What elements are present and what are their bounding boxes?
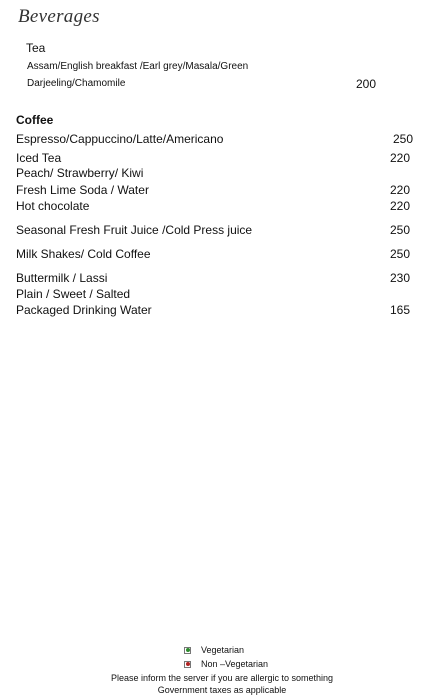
item-buttermilk-lassi: Buttermilk / Lassi	[16, 271, 108, 285]
item-iced-tea-flavours: Peach/ Strawberry/ Kiwi	[16, 166, 144, 180]
tea-varieties-line-2: Darjeeling/Chamomile	[27, 78, 126, 89]
legend-non-vegetarian	[184, 659, 268, 669]
item-milk-shakes: Milk Shakes/ Cold Coffee	[16, 247, 151, 261]
item-espresso: Espresso/Cappuccino/Latte/Americano	[16, 132, 224, 146]
tea-heading: Tea	[26, 41, 46, 55]
price-hot-chocolate: 220	[390, 199, 411, 213]
allergy-note: Please inform the server if you are allergic to something	[110, 673, 334, 683]
item-drinking-water: Packaged Drinking Water	[16, 303, 152, 317]
coffee-heading: Coffee	[16, 113, 54, 127]
section-title: Beverages	[18, 6, 100, 27]
legend-nonveg-label: Non –Vegetarian	[201, 659, 269, 669]
item-iced-tea: Iced Tea	[16, 151, 62, 165]
price-milk-shakes: 250	[390, 247, 411, 261]
item-fresh-lime-soda: Fresh Lime Soda / Water	[16, 183, 149, 197]
nonveg-symbol-icon	[184, 661, 191, 668]
price-iced-tea: 220	[390, 151, 411, 165]
item-lassi-variants: Plain / Sweet / Salted	[16, 287, 131, 301]
item-hot-chocolate: Hot chocolate	[16, 199, 90, 213]
price-espresso: 250	[393, 132, 414, 146]
price-fresh-lime-soda: 220	[390, 183, 411, 197]
price-fruit-juice: 250	[390, 223, 411, 237]
legend-vegetarian	[184, 645, 244, 655]
tax-note: Government taxes as applicable	[157, 685, 287, 695]
tea-varieties-line-1: Assam/English breakfast /Earl grey/Masala/Green	[27, 61, 249, 72]
item-fruit-juice: Seasonal Fresh Fruit Juice /Cold Press juice	[16, 223, 253, 237]
legend-veg-label: Vegetarian	[201, 645, 245, 655]
price-buttermilk-lassi: 230	[390, 271, 411, 285]
veg-symbol-icon	[184, 647, 191, 654]
tea-price: 200	[356, 77, 377, 91]
price-drinking-water: 165	[390, 303, 411, 317]
